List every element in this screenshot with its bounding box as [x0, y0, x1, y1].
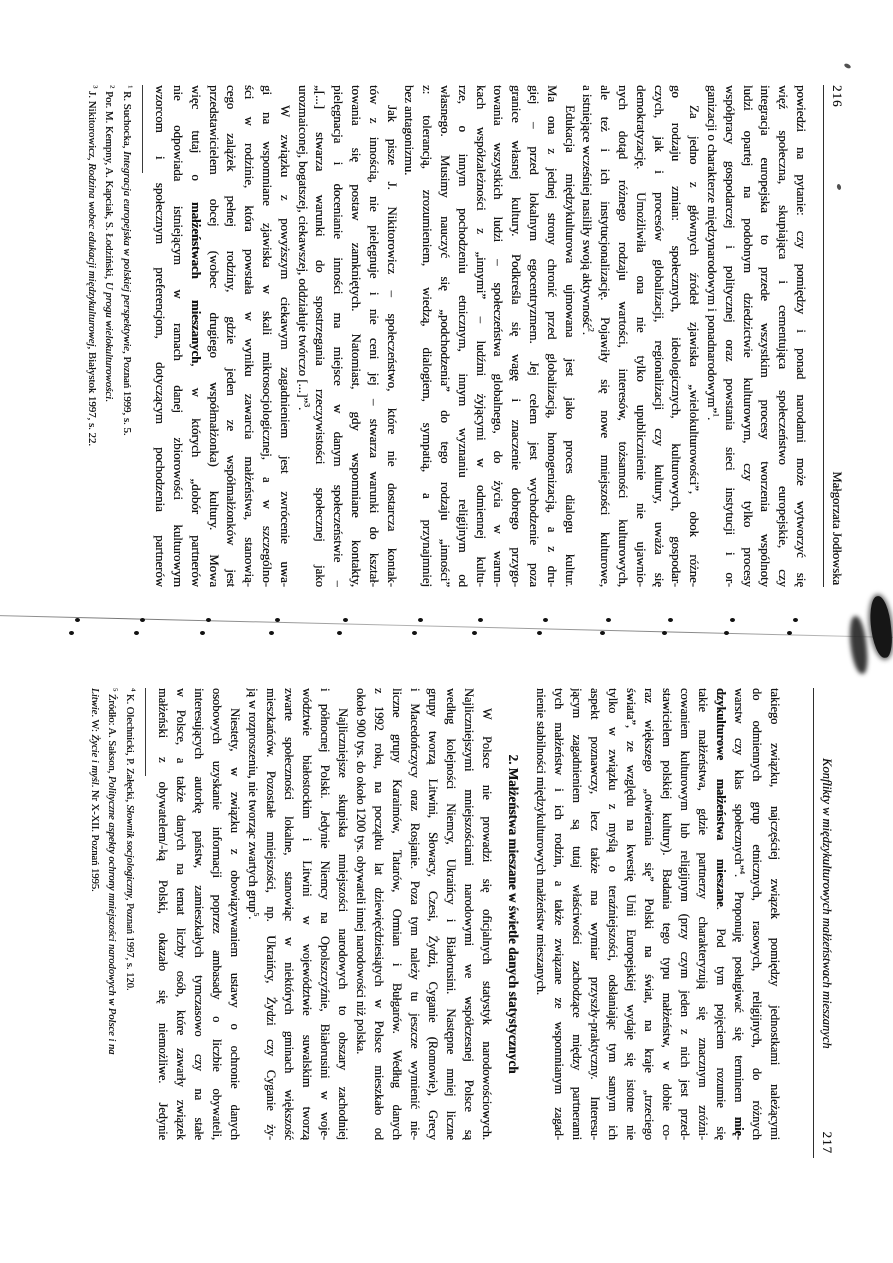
text-line: a istniejące wcześniej nasiliły swoją aktywność$^2$.: [580, 85, 596, 335]
text-line: do odmiennych grup etnicznych, rasowych, religijnych, do różnych: [750, 688, 764, 1140]
text-line: liczne grupy Karaimów, Tatarów, Ormian i Bułgarów. Według danych: [390, 688, 404, 1140]
text-line: nienie stabilności międzykulturowych małżeństw mieszanych.: [534, 688, 548, 995]
text-line: nych dotąd różnego rodzaju wartości, interesów, tożsamości kulturowych,: [616, 85, 631, 587]
fold-stitch-dot: [543, 618, 548, 622]
text-line: ją w rozproszeniu, nie tworząc zwartych grup$^5$.: [246, 688, 262, 920]
text-line: warstw czy klas społecznych”$^4$. Proponuję posługiwać się terminem mię-: [732, 688, 748, 1140]
text-line: bez antagonizmu.: [402, 85, 417, 176]
text-line: wództwie białostockim i Litwini w województwie suwalskim tworzą: [300, 688, 314, 1140]
text-line: $^1$ R. Suchocka, Integracja europejska w polskiej perspektywie, Poznań 1999, s. 5.: [120, 85, 134, 436]
text-line: takiego związku, najczęściej związek pomiędzy jednostkami należącymi: [768, 688, 782, 1140]
text-line: raz większego „otwierania się” Polski na świat, na kraje „trzeciego: [642, 688, 656, 1140]
text-line: tów z innością, nie pielęgnuje i nie ceni jej – stwarza warunki do kształ-: [366, 85, 381, 587]
text-line: ludzi opartej na podobnym dziedzictwie kulturowym, czy tylko procesy: [740, 85, 755, 587]
text-line: giej – przed lokalnym egocentryzmem. Jej celem jest wychodzenie poza: [527, 85, 542, 587]
text-line: pielęgnacja i docenianie inności ma miejsce w danym społeczeństwie –: [331, 85, 346, 587]
text-line: jącym zagadnieniem są tutaj właściwości zachodzące między partnerami: [570, 688, 584, 1140]
text-line: współpracy gospodarczej i politycznej oraz powstania sieci instytucji i or-: [722, 85, 737, 587]
running-header-author: Małgorzata Jodłowska: [830, 471, 844, 585]
header-rule: [823, 85, 824, 587]
text-line: $^3$ J. Nikitorowicz, Rodzina wobec edukacji międzykulturowej, Białystok 1997, s. 22.: [85, 85, 99, 446]
text-line: tych małżeństw i ich rodzin, a także związane ze wspomnianym zagad-: [552, 688, 566, 1140]
text-line: $^2$ Por. M. Kempny, A. Kapciak, S. Łodziński, U progu wielokulturowości.: [103, 85, 116, 402]
text-line: przedstawicielem obcej (wobec drugiego współmałżonka) kultury. Mowa: [206, 85, 221, 587]
page-number-217: 217: [820, 1131, 835, 1154]
text-line: „[...] stwarza warunki do spostrzegania rzeczywistości społecznej jako: [313, 85, 328, 587]
text-line: Litwie. W: Życie i myśl. Nr X-XII. Poznań 1995.: [89, 688, 100, 892]
text-line: powiedzi na pytanie: czy pomiędzy i ponad narodami może wytworzyć się: [794, 85, 808, 587]
text-line: stawicielem polskiej kultury). Badania tego typu małżeństw, w dobie co-: [660, 688, 674, 1140]
text-line: Edukacja międzykulturowa ujmowana jest jako proces dialogu kultur.: [562, 105, 577, 587]
page-217-footnotes: [86, 688, 139, 1140]
page-216-header: [825, 85, 845, 587]
page-217-body-bottom: [154, 688, 496, 1140]
page-217-body-top: [532, 688, 784, 1140]
text-line: tylko w związku z myślą o teraźniejszości, odsłaniając tym samym ich: [606, 688, 620, 1140]
fold-stitch-dot: [75, 618, 80, 622]
text-line: małżeński z obywatelem/-ką Polski, okazało się niemożliwe. Jedynie: [156, 688, 170, 1140]
text-line: towania się postaw zamkniętych. Natomiast, gdy wspomniane kontakty,: [349, 85, 364, 587]
fold-stitch-dot: [343, 618, 348, 622]
text-line: ganizacji o charakterze międzynarodowym i ponadnarodowym”$^1$.: [705, 85, 721, 421]
text-line: osobowych uzyskanie informacji poprzez ambasady o liczbie obywateli,: [210, 688, 224, 1140]
text-line: czych, jak i procesów globalizacji, regionalizacji czy kultury, uważa się: [651, 85, 666, 587]
fold-stitch-dot: [478, 618, 483, 622]
page-216-footnotes: [82, 85, 135, 587]
page-number-216: 216: [830, 85, 845, 108]
text-line: ści w rodzinie, która powstała w wyniku zawarcia małżeństwa, stanowią-: [242, 85, 257, 587]
text-line: zwarte społeczności lokalne, stanowiąc w niektórych gminach większość: [282, 688, 296, 1140]
text-line: urozmaiconej, bogatszej, ciekawszej, oddziałuje twórczo [...]”$^3$.: [295, 85, 311, 411]
text-line: świata”, ze względu na kwestię Unii Europejskiej wydaje się istotne nie: [624, 688, 638, 1140]
text-line: gi na wspomniane zjawiska w skali mikrosocjologicznej, a w szczególno-: [260, 85, 275, 587]
fold-stitch-dot: [606, 618, 611, 622]
text-line: cego zalążek pełnej rodziny, gdzie jeden ze współmałżonków jest: [224, 85, 239, 587]
text-line: takie małżeństwa, gdzie partnerzy charakteryzują się znacznym zróżni-: [696, 688, 710, 1140]
fold-stitch-dot: [418, 618, 423, 622]
fold-stitch-dot: [275, 618, 280, 622]
page-217-header: [815, 688, 835, 1154]
text-line: wzorcom i społecznym preferencjom, dotyczącym pochodzenia partnerów: [153, 85, 168, 587]
fold-stitch-dot: [793, 618, 798, 622]
text-line: z 1992 roku, na początku lat dziewięćdziesiątych w Polsce mieszkało od: [372, 688, 386, 1140]
footnote-separator: [142, 85, 143, 173]
page-217: [0, 630, 893, 1263]
text-line: więź społeczna, skupiająca i cementująca społeczeństwo europejskie, czy: [776, 85, 791, 587]
text-line: demokratyzację. Umożliwiła ona nie tylko upublicznienie nie ujawnio-: [633, 85, 648, 587]
text-line: dzykulturowe małżeństwa mieszane. Pod tym pojęciem rozumie się: [714, 688, 728, 1140]
text-line: z: tolerancją, zrozumieniem, wiedzą, dialogiem, sympatią, a przynajmniej: [420, 85, 435, 587]
running-header-title: Konflikty w międzykulturowych małżeństwach mieszanych: [820, 758, 834, 1049]
text-line: i północnej Polski. Jedynie Niemcy na Opolszczyźnie, Białorusini w woje-: [318, 688, 332, 1140]
text-line: rze, o innym pochodzeniu etnicznym, innym wyznaniu religijnym od: [455, 85, 470, 587]
page-216-body: [151, 85, 809, 587]
text-line: nie odpowiada istniejącym w ramach danej zbiorowości kulturowym: [171, 85, 186, 587]
text-line: cowaniem kulturowym lub religijnym (przy czym jeden z nich jest przed-: [678, 688, 692, 1140]
text-line: mieszkańców. Pozostałe mniejszości, np. Ukraińcy, Żydzi czy Cyganie ży-: [264, 688, 278, 1140]
text-line: Za jedno z głównych źródeł zjawiska „wielokulturowości”, obok różne-: [687, 105, 702, 587]
text-line: granice własnej kultury. Podkreśla się wagę i znaczenie dobrego przygo-: [509, 85, 524, 587]
text-line: $^4$ K. Olechnicki, P. Załęcki, Słownik socjologiczny, Poznań 1997, s. 120.: [124, 688, 137, 991]
section-heading: 2. Małżeństwa mieszane w świetle danych statystycznych: [506, 754, 521, 1074]
text-line: interesujących autorkę państw, zamieszkałych tymczasowo czy na stałe: [192, 688, 206, 1140]
text-line: Najliczniejszymi mniejszościami narodowymi we współczesnej Polsce są: [462, 688, 476, 1140]
text-line: ale też i ich instytucjonalizację. Pojawiły się nowe mniejszości kulturowe,: [598, 85, 613, 587]
text-line: grupy tworzą Litwini, Słowacy, Czesi, Żydzi, Cyganie (Romowie), Grecy: [426, 688, 440, 1140]
text-line: Niestety, w związku z obowiązywaniem ustawy o ochronie danych: [228, 708, 242, 1140]
fold-stitch-dot: [668, 618, 673, 622]
text-line: według kolejności Niemcy, Ukraińcy i Białorusini. Następne mniej liczne: [444, 688, 458, 1140]
footnote-separator: [145, 688, 146, 776]
text-line: Najliczniejsze skupiska mniejszości narodowych to obszary zachodniej: [336, 708, 350, 1140]
text-line: aspekt poznawczy, lecz także ma wymiar przyszły-praktyczny. Interesu-: [588, 688, 602, 1140]
text-line: $^5$ Źródło: A. Sakson, Polityczne aspekty ochrony mniejszości narodowych w Polsce i na: [106, 688, 119, 1055]
page-217-content: [86, 688, 836, 1154]
header-rule: [813, 688, 814, 1158]
text-line: kach współzależności z „innymi” – ludźmi żyjącymi w odmiennej kultu-: [473, 85, 488, 587]
text-line: własnego. Musimy nauczyć się „podchodzenia” do tego rodzaju „inności”: [438, 85, 453, 587]
text-line: W Polsce nie prowadzi się oficjalnych statystyk narodowościowych.: [480, 708, 494, 1140]
text-line: około 900 tys. do około 1200 tys. obywateli innej narodowości niż polska.: [354, 688, 368, 1055]
text-line: towania wszystkich ludzi – społeczeństwa globalnego, do życia w warun-: [491, 85, 506, 587]
fold-stitch-dot: [140, 618, 145, 622]
text-line: i Macedończycy oraz Rosjanie. Poza tym należy tu jeszcze wymienić nie-: [408, 688, 422, 1140]
page-216: [0, 0, 893, 620]
text-line: w Polsce, a także danych na temat liczby osób, które zawarły związek: [174, 688, 188, 1140]
text-line: więc tutaj o małżeństwach mieszanych, w których „dobór partnerów: [188, 85, 203, 587]
text-line: Jak pisze J. Nikitorowicz – społeczeństwo, które nie dostarcza kontak-: [384, 105, 399, 587]
fold-stitch-dot: [730, 618, 735, 622]
fold-stitch-dot: [206, 618, 211, 622]
text-line: W związku z powyższym ciekawym zagadnieniem jest zwrócenie uwa-: [277, 105, 292, 587]
text-line: Ma ona z jednej strony chronić przed globalizacją, homogenizacją, a z dru-: [544, 85, 559, 587]
page-216-content: [82, 85, 845, 587]
text-line: go rodzaju zmian: społecznych, ideologicznych, kulturowych, gospodar-: [669, 85, 684, 587]
text-line: integracja europejska to przede wszystkim procesy tworzenia wspólnoty: [758, 85, 773, 587]
